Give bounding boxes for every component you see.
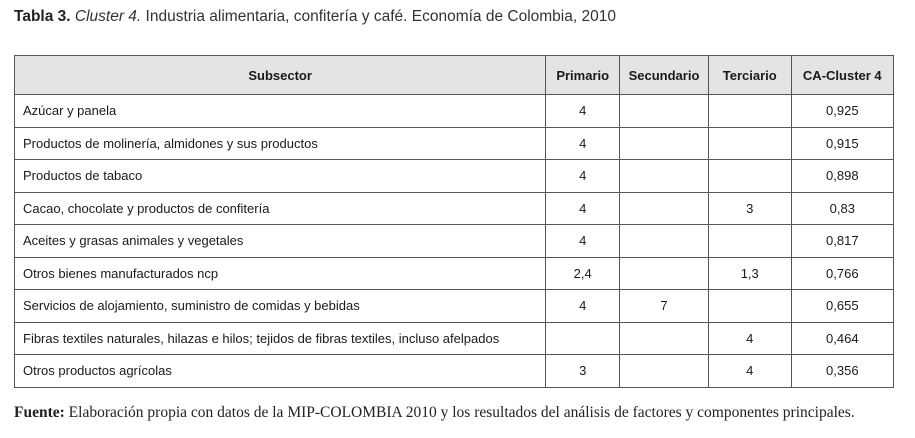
cell-ca-cluster: 0,464: [791, 322, 893, 355]
caption-label: Tabla 3.: [14, 8, 71, 25]
cell-secundario: [620, 225, 709, 258]
cell-secundario: [620, 257, 709, 290]
source-text: Elaboración propia con datos de la MIP-COLOMBIA 2010 y los resultados del análisis de factores y componentes principales.: [68, 404, 855, 421]
cell-secundario: 7: [620, 290, 709, 323]
cell-ca-cluster: 0,817: [791, 225, 893, 258]
cell-ca-cluster: 0,655: [791, 290, 893, 323]
cell-secundario: [620, 322, 709, 355]
cell-terciario: [708, 225, 791, 258]
cell-subsector: Cacao, chocolate y productos de confitería: [15, 192, 546, 225]
cell-primario: 4: [546, 225, 620, 258]
source-label: Fuente:: [14, 404, 65, 421]
cell-subsector: Servicios de alojamiento, suministro de comidas y bebidas: [15, 290, 546, 323]
caption-italic: Cluster 4.: [74, 8, 142, 25]
cell-primario: [546, 322, 620, 355]
cell-terciario: 1,3: [708, 257, 791, 290]
cell-subsector: Aceites y grasas animales y vegetales: [15, 225, 546, 258]
table-row: [15, 322, 894, 355]
cell-subsector: Productos de tabaco: [15, 160, 546, 193]
cell-primario: 4: [546, 290, 620, 323]
cell-ca-cluster: 0,915: [791, 127, 893, 160]
table-row: [15, 160, 894, 193]
table-row: [15, 355, 894, 388]
cell-primario: 4: [546, 160, 620, 193]
cell-terciario: 4: [708, 355, 791, 388]
cell-primario: 4: [546, 192, 620, 225]
header-terciario: Terciario: [708, 56, 791, 95]
data-table: [14, 55, 894, 388]
cell-subsector: Fibras textiles naturales, hilazas e hilos; tejidos de fibras textiles, incluso afelpados: [15, 322, 546, 355]
caption-text: Industria alimentaria, confitería y café. Economía de Colombia, 2010: [145, 8, 616, 25]
cell-subsector: Otros productos agrícolas: [15, 355, 546, 388]
cell-terciario: 4: [708, 322, 791, 355]
table-row: [15, 225, 894, 258]
cell-terciario: [708, 95, 791, 128]
table-row: [15, 127, 894, 160]
cell-terciario: 3: [708, 192, 791, 225]
cell-primario: 4: [546, 95, 620, 128]
cell-ca-cluster: 0,925: [791, 95, 893, 128]
cell-ca-cluster: 0,766: [791, 257, 893, 290]
table-caption: [14, 8, 616, 26]
header-subsector: Subsector: [15, 56, 546, 95]
cell-terciario: [708, 290, 791, 323]
cell-secundario: [620, 355, 709, 388]
cell-primario: 4: [546, 127, 620, 160]
cell-primario: 3: [546, 355, 620, 388]
cell-subsector: Otros bienes manufacturados ncp: [15, 257, 546, 290]
header-ca-cluster: CA-Cluster 4: [791, 56, 893, 95]
table-row: [15, 95, 894, 128]
cell-subsector: Productos de molinería, almidones y sus productos: [15, 127, 546, 160]
source-note: [14, 404, 855, 422]
header-primario: Primario: [546, 56, 620, 95]
cell-ca-cluster: 0,898: [791, 160, 893, 193]
table-header-row: [15, 56, 894, 95]
table-row: [15, 192, 894, 225]
cell-secundario: [620, 192, 709, 225]
cell-secundario: [620, 127, 709, 160]
cell-terciario: [708, 160, 791, 193]
cell-ca-cluster: 0,83: [791, 192, 893, 225]
cell-secundario: [620, 95, 709, 128]
cell-ca-cluster: 0,356: [791, 355, 893, 388]
cell-primario: 2,4: [546, 257, 620, 290]
cell-subsector: Azúcar y panela: [15, 95, 546, 128]
table-row: [15, 290, 894, 323]
table-row: [15, 257, 894, 290]
cell-secundario: [620, 160, 709, 193]
cell-terciario: [708, 127, 791, 160]
header-secundario: Secundario: [620, 56, 709, 95]
